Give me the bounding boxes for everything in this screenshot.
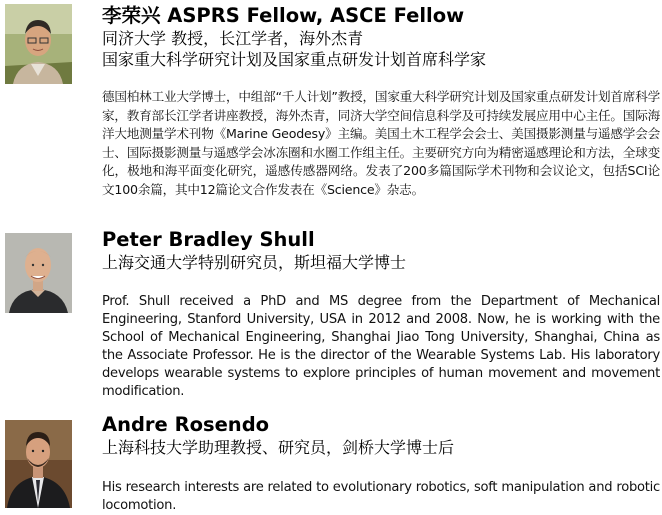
- person-card-andre-rosendo: [0, 410, 662, 515]
- person-name: Andre Rosendo: [102, 413, 270, 436]
- person-card-peter-shull: [0, 225, 662, 405]
- person-bio: Prof. Shull received a PhD and MS degree from the Department of Mechanical Engineering, Stanford University, USA in 2012 and 2008. Now, he is working with the School of Mechanical Engineering, Shanghai Jiao Tong University, Shanghai, China as the Associate Professor. He is the director of the Wearable Systems Lab. His laboratory develops wearable systems to explore principles of human movement and movement modification.: [102, 294, 660, 399]
- person-title: 上海科技大学助理教授、研究员，剑桥大学博士后: [102, 438, 455, 457]
- portrait-photo-li-rongxing: [5, 4, 72, 84]
- person-bio: 德国柏林工业大学博士，中组部“千人计划”教授，国家重大科学研究计划及国家重点研发计划首席科学家，教育部长江学者讲座教授，海外杰青，同济大学空间信息科学及可持续发展应用中心主任。国际海洋大地测量学术刊物《Marine Geodesy》主编。美国土木工程学会会士、美国摄影测量与遥感学会会士、国际摄影测量与遥感学会冰冻圈和水圈工作组主任。主要研究方向为精密遥感理论和方法，全球变化，极地和海平面变化研究，遥感传感器网络。发表了200多篇国际学术刊物和会议论文，包括SCI论文100余篇，其中12篇论文合作发表在《Science》杂志。: [102, 89, 660, 197]
- person-card-li-rongxing: [0, 0, 662, 215]
- person-title: 同济大学 教授，长江学者，海外杰青: [102, 29, 364, 48]
- person-title: 国家重大科学研究计划及国家重点研发计划首席科学家: [102, 50, 487, 69]
- portrait-photo-andre-rosendo: [5, 420, 72, 508]
- person-name: Peter Bradley Shull: [102, 228, 315, 251]
- person-name: 李荣兴 ASPRS Fellow, ASCE Fellow: [102, 4, 465, 27]
- person-title: 上海交通大学特别研究员，斯坦福大学博士: [102, 253, 407, 272]
- portrait-photo-peter-shull: [5, 233, 72, 313]
- person-bio: His research interests are related to evolutionary robotics, soft manipulation and robotic locomotion.: [102, 480, 660, 513]
